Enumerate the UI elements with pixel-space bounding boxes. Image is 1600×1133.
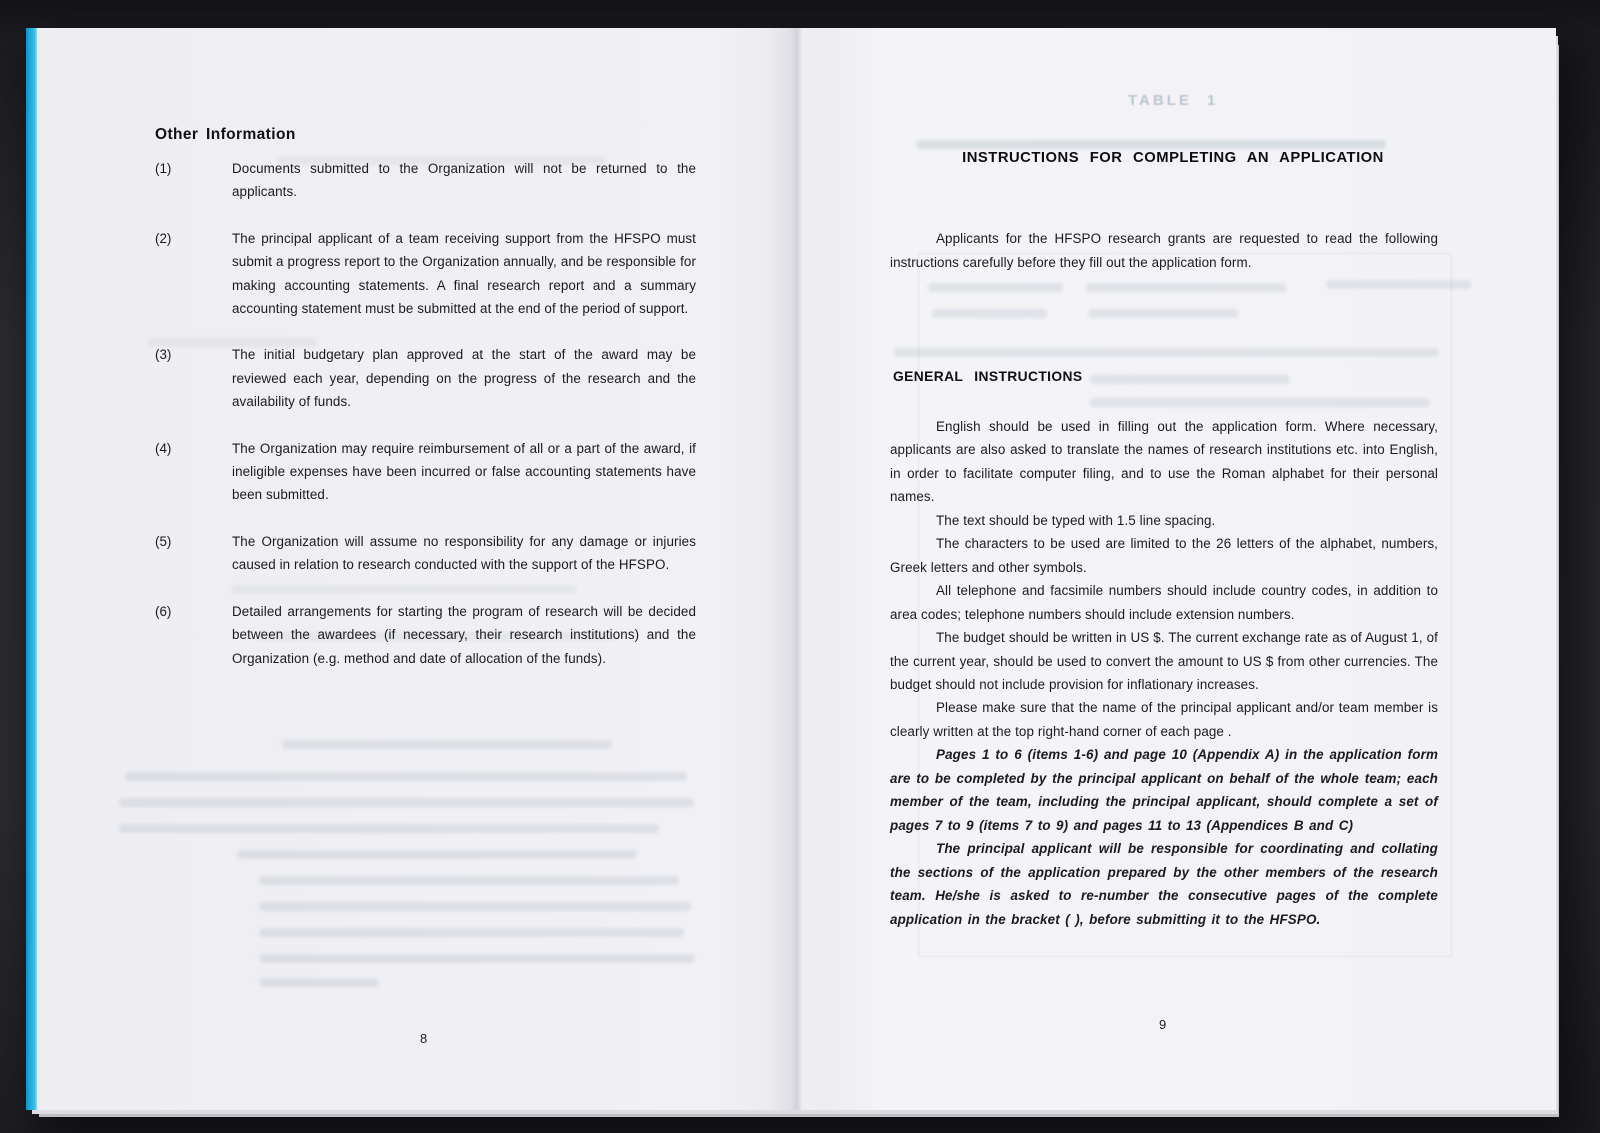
bleed-through-line [119,824,659,833]
bleed-through-line [237,850,637,859]
intro-paragraph: Applicants for the HFSPO research grants are requested to read the following instructions carefully before they fill out the application form. [890,231,1438,270]
numbered-list [155,157,696,693]
list-item-text: The initial budgetary plan approved at the start of the award may be reviewed each year, depending on the progress of the research and the availability of funds. [232,347,696,410]
list-item-2 [155,227,696,321]
list-item-3 [155,343,696,413]
section-heading: GENERAL INSTRUCTIONS [893,369,1083,384]
paragraph: The characters to be used are limited to the 26 letters of the alphabet, numbers, Greek letters and other symbols. [890,536,1438,575]
list-item-number: (1) [155,161,172,176]
list-item-number: (2) [155,230,172,246]
bleed-through-line [932,309,1047,318]
list-item-6 [155,600,696,670]
list-item-4 [155,437,696,507]
page-right [790,28,1556,1110]
paragraph: The text should be typed with 1.5 line spacing. [936,512,1216,528]
bleed-through-line [259,876,679,885]
bleed-through-line [259,978,379,987]
bleed-through-line [916,140,1386,149]
bleed-through-line [259,928,684,937]
bleed-through-line [125,772,687,781]
list-item-text: Documents submitted to the Organization will not be returned to the applicants. [232,161,696,200]
page-number-left: 8 [420,1031,428,1046]
bleed-through-line [1090,375,1290,384]
booklet-spread [26,28,1556,1110]
bleed-through-line [282,740,612,749]
list-item-text: The Organization will assume no responsibility for any damage or injuries caused in relation to research conducted with the support of the HFSPO. [232,533,696,573]
bleed-through-line [1086,283,1286,292]
paragraph: Please make sure that the name of the principal applicant and/or team member is clearly written at the top right-hand corner of each page . [890,700,1438,739]
bleed-through-line [259,902,691,911]
bleed-through-line [1088,309,1238,318]
list-item-number: (5) [155,533,172,549]
paragraph: The budget should be written in US $. The current exchange rate as of August 1, of the current year, should be used to convert the amount to US $ from other currencies. The budget should not include provision for inflationary increases. [890,630,1438,692]
bleed-through-line [928,283,1063,292]
bleed-through-line [1090,398,1430,407]
paragraph: English should be used in filling out the application form. Where necessary, applicants are also asked to translate the names of research institutions etc. into English, in order to facilitate computer filing, and to use the Roman alphabet for their personal names. [890,419,1438,505]
bleed-through-line [894,348,1439,357]
bleed-through-line [259,954,695,963]
page-number-right: 9 [1159,1017,1167,1032]
paragraph: All telephone and facsimile numbers should include country codes, in addition to area codes; telephone numbers should include extension numbers. [890,583,1438,622]
list-item-text: The principal applicant of a team receiving support from the HFSPO must submit a progress report to the Organization annually, and be responsible for making accounting statements. A final research report and a summary accounting statement must be submitted at the end of the period of support. [232,230,696,317]
bleed-through-table-title: TABLE 1 [1128,92,1219,109]
bold-italic-paragraph: The principal applicant will be responsible for coordinating and collating the sections of the application prepared by the other members of the research team. He/she is asked to re-number the consecutive pages of the complete application in the bracket ( ), before submitting it to the HFSPO. [890,841,1438,927]
list-item-text: Detailed arrangements for starting the program of research will be decided between the awardees (if necessary, their research institutions) and the Organization (e.g. method and date of allocation of the funds). [232,603,696,666]
list-item-number: (4) [155,440,172,456]
right-page-title: INSTRUCTIONS FOR COMPLETING AN APPLICATION [962,150,1384,166]
list-item-number: (3) [155,347,172,363]
bleed-through-line [119,798,694,807]
list-item-text: The Organization may require reimbursement of all or a part of the award, if ineligible expenses have been incurred or false accounting statements have been submitted. [232,440,696,503]
bold-italic-paragraph: Pages 1 to 6 (items 1-6) and page 10 (Appendix A) in the application form are to be completed by the principal applicant on behalf of the whole team; each member of the team, including the principal applicant, should complete a set of pages 7 to 9 (items 7 to 9) and pages 11 to 13 (Appendices B and C) [890,747,1438,833]
list-item-1 [155,157,696,204]
list-item-5 [155,530,696,577]
body-text [890,415,1438,931]
cover-edge-stripe [26,28,37,1110]
bleed-through-line [1326,280,1471,289]
list-item-number: (6) [155,603,172,619]
left-page-heading: Other Information [155,125,296,143]
page-left [37,28,790,1110]
